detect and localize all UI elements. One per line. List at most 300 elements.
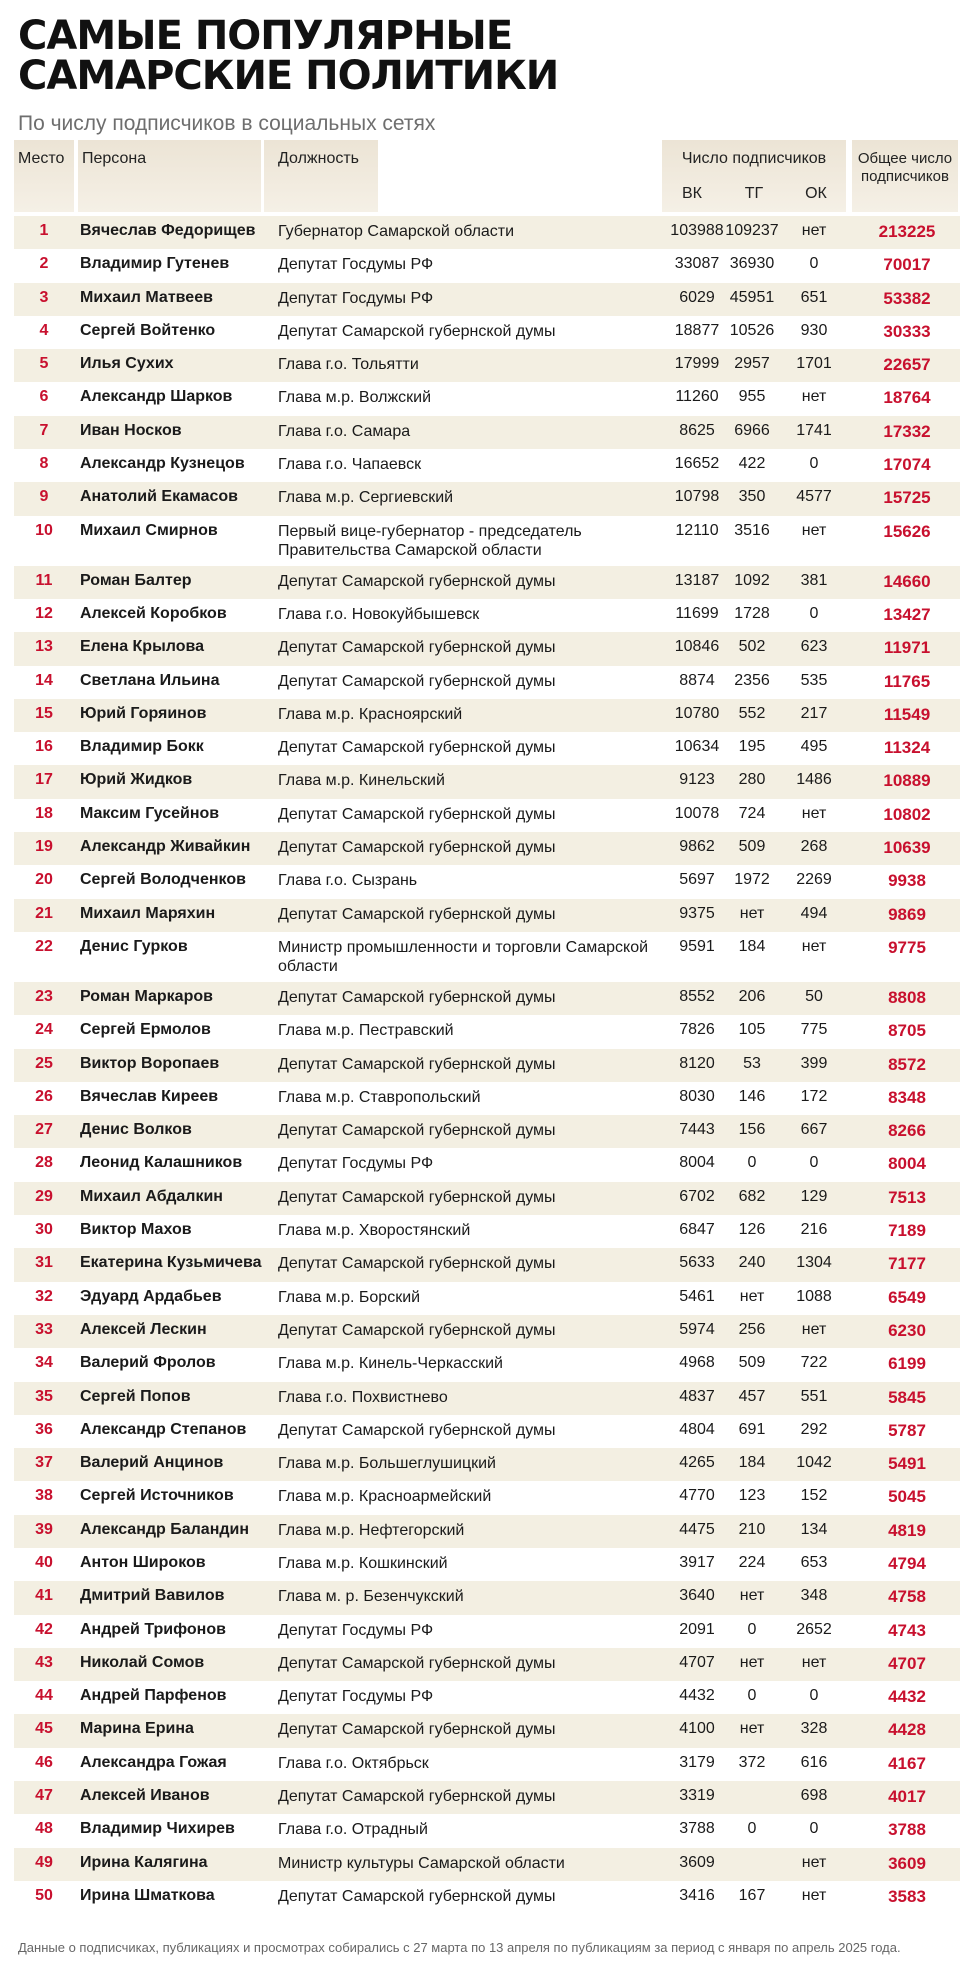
vk-count-cell: 16652 — [674, 455, 720, 473]
footnote: Данные о подписчиках, публикациях и просмотрах собирались с 27 марта по 13 апреля по публикациям за период с января по апрель 2025 года. — [18, 1940, 901, 1955]
tg-count-cell: 184 — [738, 937, 766, 955]
title-line-2: САМАРСКИЕ ПОЛИТИКИ — [18, 53, 559, 99]
table-row — [14, 865, 960, 898]
ok-count-cell: 328 — [800, 1720, 828, 1738]
total-count-cell: 5491 — [888, 1454, 926, 1474]
vk-count-cell: 3319 — [679, 1787, 715, 1805]
ok-count-cell: 651 — [800, 288, 828, 306]
ok-count-cell: 535 — [800, 671, 828, 689]
vk-count-cell: 4707 — [679, 1653, 715, 1671]
tg-count-cell: 167 — [738, 1886, 766, 1904]
place-cell: 43 — [35, 1653, 53, 1671]
header-subscribers-group — [662, 140, 846, 212]
vk-count-cell: 6847 — [679, 1221, 715, 1239]
person-name-cell: Александр Шарков — [80, 388, 233, 406]
position-cell: Депутат Самарской губернской думы — [278, 805, 556, 823]
total-count-cell: 15725 — [883, 488, 931, 508]
vk-count-cell: 4968 — [679, 1354, 715, 1372]
person-name-cell: Михаил Маряхин — [80, 904, 216, 922]
tg-count-cell: 1972 — [734, 871, 770, 889]
place-cell: 5 — [39, 355, 49, 373]
vk-count-cell: 18877 — [674, 321, 720, 339]
ok-count-cell: 292 — [800, 1420, 828, 1438]
table-row — [14, 765, 960, 798]
total-count-cell: 8572 — [888, 1054, 926, 1074]
ok-count-cell: 1701 — [796, 355, 832, 373]
tg-count-cell: нет — [739, 1287, 765, 1305]
person-name-cell: Александр Кузнецов — [80, 455, 245, 473]
ok-count-cell: 0 — [809, 1820, 819, 1838]
person-name-cell: Михаил Абдалкин — [80, 1187, 223, 1205]
place-cell: 13 — [35, 638, 53, 656]
total-count-cell: 10802 — [883, 804, 931, 824]
place-cell: 15 — [35, 704, 53, 722]
ok-count-cell: 0 — [809, 1687, 819, 1705]
table-row — [14, 1282, 960, 1315]
tg-count-cell: 955 — [738, 388, 766, 406]
total-count-cell: 3609 — [888, 1853, 926, 1873]
vk-count-cell: 8030 — [679, 1087, 715, 1105]
total-count-cell: 4432 — [888, 1687, 926, 1707]
ok-count-cell: 1741 — [796, 421, 832, 439]
ok-count-cell: 551 — [800, 1387, 828, 1405]
ok-count-cell: нет — [801, 388, 827, 406]
ok-count-cell: 775 — [800, 1021, 828, 1039]
total-count-cell: 8705 — [888, 1021, 926, 1041]
person-name-cell: Александр Живайкин — [80, 838, 251, 856]
person-name-cell: Виктор Махов — [80, 1221, 192, 1239]
place-cell: 8 — [39, 455, 49, 473]
tg-count-cell: 3516 — [734, 521, 770, 539]
table-row — [14, 1015, 960, 1048]
total-count-cell: 5845 — [888, 1387, 926, 1407]
position-cell: Глава г.о. Самара — [278, 422, 411, 440]
table-row — [14, 1615, 960, 1648]
total-count-cell: 3583 — [888, 1886, 926, 1906]
vk-count-cell: 5697 — [679, 871, 715, 889]
table-row — [14, 599, 960, 632]
table-row — [14, 216, 960, 249]
tg-count-cell: 10526 — [729, 321, 775, 339]
table-header — [0, 140, 975, 212]
position-cell: Глава г.о. Отрадный — [278, 1821, 428, 1839]
table-row — [14, 632, 960, 665]
person-name-cell: Алексей Лескин — [80, 1320, 207, 1338]
table-row — [14, 1348, 960, 1381]
table-row — [14, 249, 960, 282]
vk-count-cell: 7443 — [679, 1121, 715, 1139]
place-cell: 23 — [35, 987, 53, 1005]
tg-count-cell: 457 — [738, 1387, 766, 1405]
person-name-cell: Сергей Войтенко — [80, 321, 216, 339]
position-cell: Глава м.р. Красноармейский — [278, 1488, 492, 1506]
total-count-cell: 4707 — [888, 1653, 926, 1673]
place-cell: 27 — [35, 1121, 53, 1139]
total-count-cell: 4819 — [888, 1520, 926, 1540]
vk-count-cell: 11699 — [675, 604, 719, 622]
tg-count-cell: 126 — [738, 1221, 766, 1239]
tg-count-cell: 280 — [738, 771, 766, 789]
table-row — [14, 566, 960, 599]
person-name-cell: Екатерина Кузьмичева — [80, 1254, 262, 1272]
total-count-cell: 11549 — [883, 704, 931, 724]
position-cell: Глава г.о. Тольятти — [278, 356, 419, 374]
position-cell: Глава г.о. Новокуйбышевск — [278, 605, 480, 623]
position-cell: Депутат Самарской губернской думы — [278, 905, 556, 923]
total-count-cell: 17332 — [883, 421, 931, 441]
tg-count-cell: 552 — [738, 704, 766, 722]
place-cell: 10 — [35, 521, 53, 539]
person-name-cell: Антон Широков — [80, 1553, 206, 1571]
position-cell: Глава м.р. Большеглушицкий — [278, 1455, 496, 1473]
person-name-cell: Андрей Трифонов — [80, 1620, 226, 1638]
total-count-cell: 8266 — [888, 1121, 926, 1141]
total-count-cell: 8808 — [888, 987, 926, 1007]
tg-count-cell: 105 — [738, 1021, 766, 1039]
tg-count-cell: 184 — [738, 1454, 766, 1472]
tg-count-cell: 2957 — [734, 355, 770, 373]
place-cell: 40 — [35, 1553, 53, 1571]
vk-count-cell: 4770 — [679, 1487, 715, 1505]
place-cell: 38 — [35, 1487, 53, 1505]
tg-count-cell: 206 — [738, 987, 766, 1005]
position-cell: Глава м.р. Волжский — [278, 389, 432, 407]
ok-count-cell: 494 — [800, 904, 828, 922]
position-cell: Глава м.р. Кошкинский — [278, 1554, 448, 1572]
position-cell: Депутат Госдумы РФ — [278, 289, 434, 307]
table-row — [14, 1115, 960, 1148]
total-count-cell: 5045 — [888, 1487, 926, 1507]
person-name-cell: Роман Маркаров — [80, 987, 213, 1005]
person-name-cell: Юрий Жидков — [80, 771, 193, 789]
total-count-cell: 6230 — [888, 1320, 926, 1340]
ok-count-cell: 172 — [800, 1087, 828, 1105]
place-cell: 14 — [35, 671, 53, 689]
person-name-cell: Юрий Горяинов — [80, 704, 207, 722]
vk-count-cell: 11260 — [675, 388, 719, 406]
table-row — [14, 1681, 960, 1714]
ok-count-cell: 217 — [800, 704, 828, 722]
person-name-cell: Александр Степанов — [80, 1420, 247, 1438]
total-count-cell: 11765 — [883, 671, 931, 691]
position-cell: Глава м.р. Кинель-Черкасский — [278, 1355, 503, 1373]
ok-count-cell: 2269 — [796, 871, 832, 889]
total-count-cell: 4428 — [888, 1720, 926, 1740]
table-row — [14, 382, 960, 415]
person-name-cell: Владимир Гутенев — [80, 255, 230, 273]
person-name-cell: Владимир Бокк — [80, 738, 204, 756]
vk-count-cell: 3609 — [679, 1853, 715, 1871]
total-count-cell: 4758 — [888, 1587, 926, 1607]
position-cell: Глава м. р. Безенчукский — [278, 1588, 464, 1606]
place-cell: 26 — [35, 1087, 53, 1105]
table-row — [14, 1382, 960, 1415]
total-count-cell: 11324 — [883, 738, 931, 758]
place-cell: 9 — [39, 488, 49, 506]
person-name-cell: Александр Баландин — [80, 1520, 250, 1538]
table-row — [14, 1515, 960, 1548]
ok-count-cell: 495 — [800, 738, 828, 756]
place-cell: 28 — [35, 1154, 53, 1172]
tg-count-cell: нет — [739, 1720, 765, 1738]
tg-count-cell: 45951 — [729, 288, 775, 306]
title-line-1: САМЫЕ ПОПУЛЯРНЫЕ — [18, 13, 513, 59]
tg-count-cell: 509 — [738, 838, 766, 856]
tg-count-cell: 36930 — [729, 255, 775, 273]
ok-count-cell: нет — [801, 804, 827, 822]
table-row — [14, 1781, 960, 1814]
vk-count-cell: 4804 — [679, 1420, 715, 1438]
person-name-cell: Сергей Источников — [80, 1487, 234, 1505]
place-cell: 31 — [35, 1254, 53, 1272]
total-count-cell: 18764 — [883, 388, 931, 408]
tg-count-cell: 1092 — [734, 571, 770, 589]
tg-count-cell: 109237 — [725, 222, 779, 239]
position-cell: Депутат Госдумы РФ — [278, 1688, 434, 1706]
position-cell: Депутат Самарской губернской думы — [278, 839, 556, 857]
tg-count-cell: 0 — [747, 1687, 757, 1705]
table-row — [14, 982, 960, 1015]
ok-count-cell: 348 — [800, 1587, 828, 1605]
table-row — [14, 1648, 960, 1681]
ok-count-cell: 152 — [800, 1487, 828, 1505]
position-cell: Глава м.р. Сергиевский — [278, 489, 454, 507]
place-cell: 11 — [35, 571, 53, 589]
vk-count-cell: 17999 — [674, 355, 720, 373]
person-name-cell: Владимир Чихирев — [80, 1820, 235, 1838]
vk-count-cell: 3788 — [679, 1820, 715, 1838]
table-row — [14, 1714, 960, 1747]
total-count-cell: 13427 — [883, 604, 931, 624]
position-cell: Депутат Самарской губернской думы — [278, 739, 556, 757]
table-row — [14, 1748, 960, 1781]
tg-count-cell: 1728 — [734, 604, 770, 622]
person-name-cell: Леонид Калашников — [80, 1154, 243, 1172]
table-row — [14, 1315, 960, 1348]
tg-count-cell: 256 — [738, 1320, 766, 1338]
tg-count-cell: 502 — [738, 638, 766, 656]
tg-count-cell: 224 — [738, 1553, 766, 1571]
place-cell: 1 — [39, 222, 49, 239]
table-body — [14, 216, 960, 1914]
vk-count-cell: 10078 — [674, 804, 720, 822]
position-cell: Глава м.р. Кинельский — [278, 772, 445, 790]
table-row — [14, 1481, 960, 1514]
place-cell: 49 — [35, 1853, 53, 1871]
position-cell: Депутат Самарской губернской думы — [278, 1122, 556, 1140]
header-vk: ВК — [682, 185, 702, 202]
total-count-cell: 7513 — [888, 1187, 926, 1207]
table-row — [14, 316, 960, 349]
vk-count-cell: 4432 — [679, 1687, 715, 1705]
vk-count-cell: 8552 — [679, 987, 715, 1005]
ok-count-cell: 1042 — [796, 1454, 832, 1472]
place-cell: 34 — [35, 1354, 53, 1372]
place-cell: 24 — [35, 1021, 53, 1039]
vk-count-cell: 10780 — [674, 704, 720, 722]
vk-count-cell: 9123 — [679, 771, 715, 789]
tg-count-cell: 0 — [747, 1820, 757, 1838]
place-cell: 3 — [39, 288, 49, 306]
ok-count-cell: 399 — [800, 1054, 828, 1072]
vk-count-cell: 4265 — [679, 1454, 715, 1472]
person-name-cell: Денис Волков — [80, 1121, 192, 1139]
person-name-cell: Вячеслав Федорищев — [80, 222, 256, 239]
vk-count-cell: 10798 — [674, 488, 720, 506]
total-count-cell: 10889 — [883, 771, 931, 791]
vk-count-cell: 10846 — [674, 638, 720, 656]
place-cell: 18 — [35, 804, 53, 822]
person-name-cell: Сергей Попов — [80, 1387, 191, 1405]
total-count-cell: 4743 — [888, 1620, 926, 1640]
ok-count-cell: 1088 — [796, 1287, 832, 1305]
position-cell: Министр промышленности и торговли Самарской области — [278, 938, 649, 975]
position-cell: Глава м.р. Пестравский — [278, 1022, 454, 1040]
ok-count-cell: 216 — [800, 1221, 828, 1239]
vk-count-cell: 9862 — [679, 838, 715, 856]
person-name-cell: Максим Гусейнов — [80, 804, 220, 822]
place-cell: 46 — [35, 1753, 53, 1771]
total-count-cell: 9869 — [888, 904, 926, 924]
place-cell: 17 — [35, 771, 53, 789]
tg-count-cell: 146 — [738, 1087, 766, 1105]
person-name-cell: Анатолий Екамасов — [80, 488, 239, 506]
position-cell: Глава м.р. Хворостянский — [278, 1222, 471, 1240]
position-cell: Депутат Самарской губернской думы — [278, 639, 556, 657]
position-cell: Депутат Самарской губернской думы — [278, 1654, 556, 1672]
ok-count-cell: 616 — [800, 1753, 828, 1771]
table-row — [14, 1581, 960, 1614]
tg-count-cell: 350 — [738, 488, 766, 506]
total-count-cell: 5787 — [888, 1420, 926, 1440]
person-name-cell: Марина Ерина — [80, 1720, 194, 1738]
table-row — [14, 1814, 960, 1847]
ok-count-cell: 0 — [809, 455, 819, 473]
vk-count-cell: 4837 — [679, 1387, 715, 1405]
position-cell: Первый вице-губернатор - председатель Правительства Самарской области — [278, 522, 582, 559]
place-cell: 2 — [39, 255, 49, 273]
tg-count-cell: нет — [739, 1653, 765, 1671]
table-row — [14, 832, 960, 865]
place-cell: 39 — [35, 1520, 53, 1538]
tg-count-cell: 240 — [738, 1254, 766, 1272]
table-row — [14, 416, 960, 449]
table-row — [14, 516, 960, 566]
position-cell: Глава г.о. Чапаевск — [278, 456, 422, 474]
position-cell: Депутат Самарской губернской думы — [278, 572, 556, 590]
ok-count-cell: 1304 — [796, 1254, 832, 1272]
position-cell: Депутат Самарской губернской думы — [278, 322, 556, 340]
position-cell: Депутат Самарской губернской думы — [278, 672, 556, 690]
tg-count-cell: 422 — [738, 455, 766, 473]
position-cell: Депутат Госдумы РФ — [278, 1155, 434, 1173]
table-row — [14, 1182, 960, 1215]
total-count-cell: 17074 — [883, 455, 931, 475]
total-count-cell: 9775 — [888, 937, 926, 957]
person-name-cell: Светлана Ильина — [80, 671, 220, 689]
ok-count-cell: нет — [801, 1653, 827, 1671]
vk-count-cell: 6702 — [679, 1187, 715, 1205]
vk-count-cell: 2091 — [679, 1620, 715, 1638]
ok-count-cell: 698 — [800, 1787, 828, 1805]
place-cell: 33 — [35, 1320, 53, 1338]
vk-count-cell: 103988 — [670, 222, 724, 239]
total-count-cell: 6549 — [888, 1287, 926, 1307]
vk-count-cell: 5974 — [679, 1320, 715, 1338]
person-name-cell: Валерий Фролов — [80, 1354, 216, 1372]
ok-count-cell: 129 — [800, 1187, 828, 1205]
header-ok: ОК — [805, 185, 827, 202]
tg-count-cell: нет — [739, 904, 765, 922]
ok-count-cell: 1486 — [796, 771, 832, 789]
position-cell: Депутат Самарской губернской думы — [278, 1321, 556, 1339]
total-count-cell: 7177 — [888, 1254, 926, 1274]
tg-count-cell: 682 — [738, 1187, 766, 1205]
table-row — [14, 699, 960, 732]
total-count-cell: 4017 — [888, 1787, 926, 1807]
table-row — [14, 1248, 960, 1281]
vk-count-cell: 12110 — [675, 521, 719, 539]
tg-count-cell: 123 — [738, 1487, 766, 1505]
place-cell: 7 — [39, 421, 49, 439]
ok-count-cell: 2652 — [796, 1620, 832, 1638]
ok-count-cell: 381 — [800, 571, 828, 589]
place-cell: 32 — [35, 1287, 53, 1305]
position-cell: Депутат Самарской губернской думы — [278, 1421, 556, 1439]
place-cell: 16 — [35, 738, 53, 756]
person-name-cell: Илья Сухих — [80, 355, 174, 373]
vk-count-cell: 8625 — [679, 421, 715, 439]
tg-count-cell: 724 — [738, 804, 766, 822]
ok-count-cell: 134 — [800, 1520, 828, 1538]
place-cell: 45 — [35, 1720, 53, 1738]
tg-count-cell: 195 — [738, 738, 766, 756]
total-count-cell: 9938 — [888, 871, 926, 891]
person-name-cell: Михаил Матвеев — [80, 288, 213, 306]
total-count-cell: 14660 — [883, 571, 931, 591]
person-name-cell: Иван Носков — [80, 421, 182, 439]
total-count-cell: 70017 — [883, 255, 931, 275]
total-count-cell: 11971 — [883, 638, 931, 658]
person-name-cell: Роман Балтер — [80, 571, 192, 589]
place-cell: 25 — [35, 1054, 53, 1072]
position-cell: Глава м.р. Красноярский — [278, 705, 463, 723]
vk-count-cell: 5633 — [679, 1254, 715, 1272]
place-cell: 30 — [35, 1221, 53, 1239]
ok-count-cell: 0 — [809, 255, 819, 273]
table-row — [14, 899, 960, 932]
place-cell: 19 — [35, 838, 53, 856]
table-row — [14, 932, 960, 982]
ok-count-cell: 722 — [800, 1354, 828, 1372]
table-row — [14, 449, 960, 482]
position-cell: Депутат Самарской губернской думы — [278, 988, 556, 1006]
place-cell: 44 — [35, 1687, 53, 1705]
header-person: Персона — [78, 140, 261, 212]
tg-count-cell: 6966 — [734, 421, 770, 439]
table-row — [14, 666, 960, 699]
place-cell: 47 — [35, 1787, 53, 1805]
person-name-cell: Сергей Ермолов — [80, 1021, 211, 1039]
place-cell: 37 — [35, 1454, 53, 1472]
tg-count-cell: 509 — [738, 1354, 766, 1372]
table-row — [14, 1148, 960, 1181]
table-row — [14, 1049, 960, 1082]
place-cell: 22 — [35, 937, 53, 955]
total-count-cell: 7189 — [888, 1221, 926, 1241]
header-place: Место — [14, 140, 74, 212]
tg-count-cell: 372 — [738, 1753, 766, 1771]
